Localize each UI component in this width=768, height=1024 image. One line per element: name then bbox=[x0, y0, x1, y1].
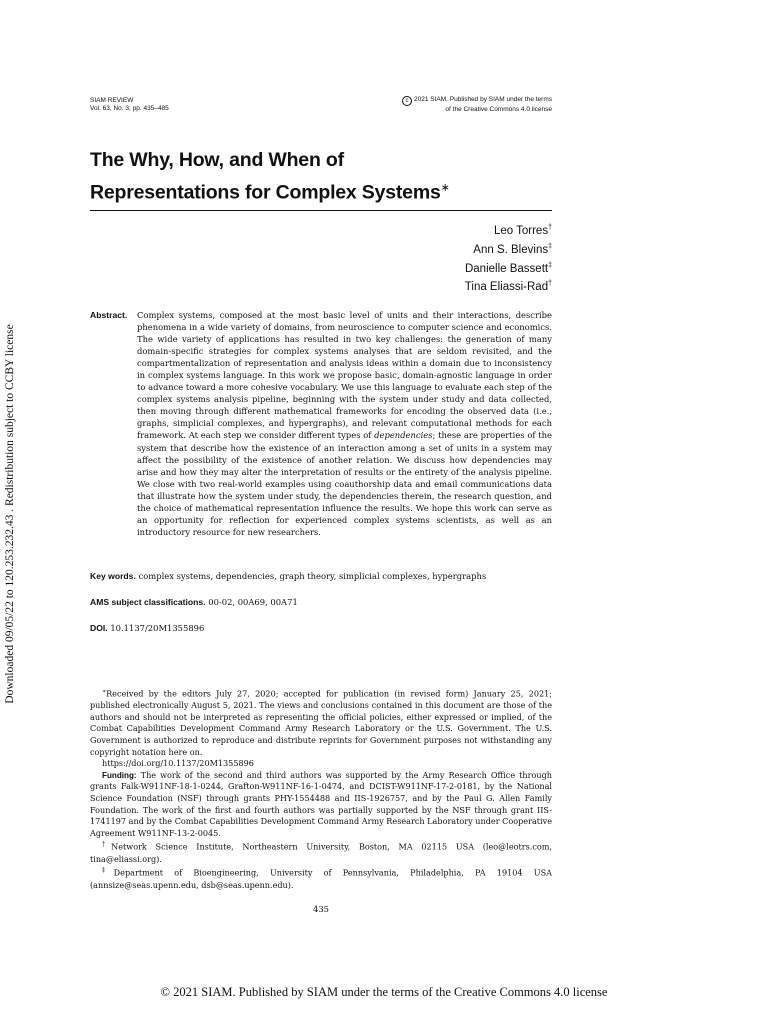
abstract bbox=[90, 309, 552, 538]
title-footnote-mark: ∗ bbox=[440, 182, 450, 194]
ams-label: AMS subject classifications. bbox=[90, 597, 206, 607]
journal-volume: Vol. 63, No. 3, pp. 435–485 bbox=[90, 105, 169, 112]
title-rule bbox=[90, 210, 552, 211]
ams-value: 00-02, 00A69, 00A71 bbox=[208, 597, 298, 607]
keywords-value: complex systems, dependencies, graph theory, simplicial complexes, hypergraphs bbox=[138, 571, 487, 581]
page-number: 435 bbox=[313, 904, 329, 914]
journal-header bbox=[90, 97, 169, 113]
author-name: Ann S. Blevins bbox=[473, 243, 549, 256]
author-entry bbox=[465, 239, 552, 258]
doi-value: 10.1137/20M1355896 bbox=[110, 623, 205, 633]
copyright-header bbox=[402, 96, 552, 115]
keywords-label: Key words. bbox=[90, 571, 136, 581]
download-stamp-text: Downloaded 09/05/22 to 120.253.232.43 . Redistribution subject to CCBY license bbox=[4, 324, 16, 704]
abstract-text-1: Complex systems, composed at the most basic level of units and their interactions, describe phenomena in a wide variety of domains, from neuroscience to computer science and economics. The wide variety of applications has resulted in two key challenges: the generation of many domain-specific strategies for complex systems analyses that are seldom revisited, and the compartmentalization of representation and analysis ideas within a domain due to inconsistency in complex systems language. In this work we propose basic, domain-agnostic language in order to advance toward a more cohesive vocabulary. We use this language to evaluate each step of the complex systems analysis pipeline, beginning with the system under study and data collected, then moving through different mathematical frameworks for encoding the observed data (i.e., graphs, simplicial complexes, and hypergraphs), and relevant computational methods for each framework. At each step we consider different types of bbox=[137, 310, 552, 441]
footnote-mark: ∗ bbox=[102, 688, 107, 695]
doi bbox=[90, 622, 204, 634]
title-line-2: Representations for Complex Systems bbox=[90, 181, 441, 204]
author-affil-mark: ‡ bbox=[548, 261, 552, 269]
footnote-affil-1 bbox=[90, 839, 552, 865]
license-footer: © 2021 SIAM. Published by SIAM under the terms of the Creative Commons 4.0 license bbox=[160, 985, 608, 999]
footnote-received bbox=[90, 686, 552, 758]
funding-text: The work of the second and third authors was supported by the Army Research Office through grants Falk-W911NF-18-1-0244, Grafton-W911NF-16-1-0474, and DCIST-W911NF-17-2-0181, by the National Science Foundation (NSF) through grants PHY-1554488 and IIS-1926757, and by the Paul G. Allen Family Foundation. The work of the first and fourth authors was partially supported by the NSF through grant IIS-1741197 and by the Combat Capabilities Development Command Army Research Laboratory under Cooperative Agreement W911NF-13-2-0045. bbox=[90, 769, 552, 838]
copyright-line-2: of the Creative Commons 4.0 license bbox=[445, 106, 552, 113]
author-entry bbox=[465, 276, 552, 295]
author-list bbox=[465, 220, 552, 295]
author-entry bbox=[465, 220, 552, 239]
funding-label: Funding: bbox=[102, 770, 137, 780]
author-affil-mark: ‡ bbox=[548, 242, 552, 250]
abstract-body bbox=[137, 309, 552, 538]
ams-classifications bbox=[90, 596, 298, 608]
author-entry bbox=[465, 258, 552, 277]
author-name: Danielle Bassett bbox=[464, 262, 549, 275]
affil-1-text: Network Science Institute, Northeastern University, Boston, MA 02115 USA (leo@leotrs.com, tina@eliassi.org). bbox=[90, 842, 552, 864]
doi-label: DOI. bbox=[90, 623, 108, 633]
paper-title bbox=[90, 146, 450, 207]
footnote-affil-2 bbox=[90, 865, 552, 891]
abstract-label: Abstract. bbox=[90, 310, 128, 320]
footnote-funding bbox=[90, 770, 552, 840]
author-affil-mark: † bbox=[548, 280, 552, 288]
footnote-mark: † bbox=[102, 841, 112, 849]
abstract-emphasis: dependencies bbox=[374, 430, 433, 441]
footnote-url[interactable]: https://doi.org/10.1137/20M1355896 bbox=[102, 758, 254, 769]
copyright-line-1: 2021 SIAM. Published by SIAM under the terms bbox=[413, 96, 552, 103]
footnote-mark: ‡ bbox=[102, 867, 114, 875]
copyright-icon: c bbox=[402, 96, 412, 106]
keywords bbox=[90, 570, 486, 582]
footnotes bbox=[90, 686, 552, 891]
author-name: Leo Torres bbox=[493, 224, 549, 237]
title-line-1: The Why, How, and When of bbox=[90, 149, 344, 171]
download-stamp bbox=[0, 300, 20, 728]
journal-name: SIAM REVIEW bbox=[90, 97, 134, 104]
author-name: Tina Eliassi-Rad bbox=[464, 281, 549, 294]
abstract-text-2: ; these are properties of the system that describe how the existence of an interaction among a set of units in a system may affect the possibility of the existence of another relation. We discuss how dependencies may arise and how they may alter the interpretation of results or the entirety of the analysis pipeline. We close with two real-world examples using coauthorship data and email communications data that illustrate how the system under study, the dependencies therein, the research question, and the choice of mathematical representation influence the results. We hope this work can serve as an opportunity for reflection for experienced complex systems scientists, as well as an introductory resource for new researchers. bbox=[137, 430, 552, 537]
footnote-received-text: Received by the editors July 27, 2020; accepted for publication (in revised form) January 25, 2021; published electronically August 5, 2021. The views and conclusions contained in this document are those of the authors and should not be interpreted as representing the official policies, either expressed or implied, of the Combat Capabilities Development Command Army Research Laboratory or the U.S. Government. The U.S. Government is authorized to reproduce and distribute reprints for Government purposes not withstanding any copyright notation here on. bbox=[90, 688, 552, 757]
affil-2-text: Department of Bioengineering, University of Pennsylvania, Philadelphia, PA 19104 USA (annsize@seas.upenn.edu, dsb@seas.upenn.edu). bbox=[90, 867, 552, 890]
author-affil-mark: † bbox=[548, 224, 552, 231]
